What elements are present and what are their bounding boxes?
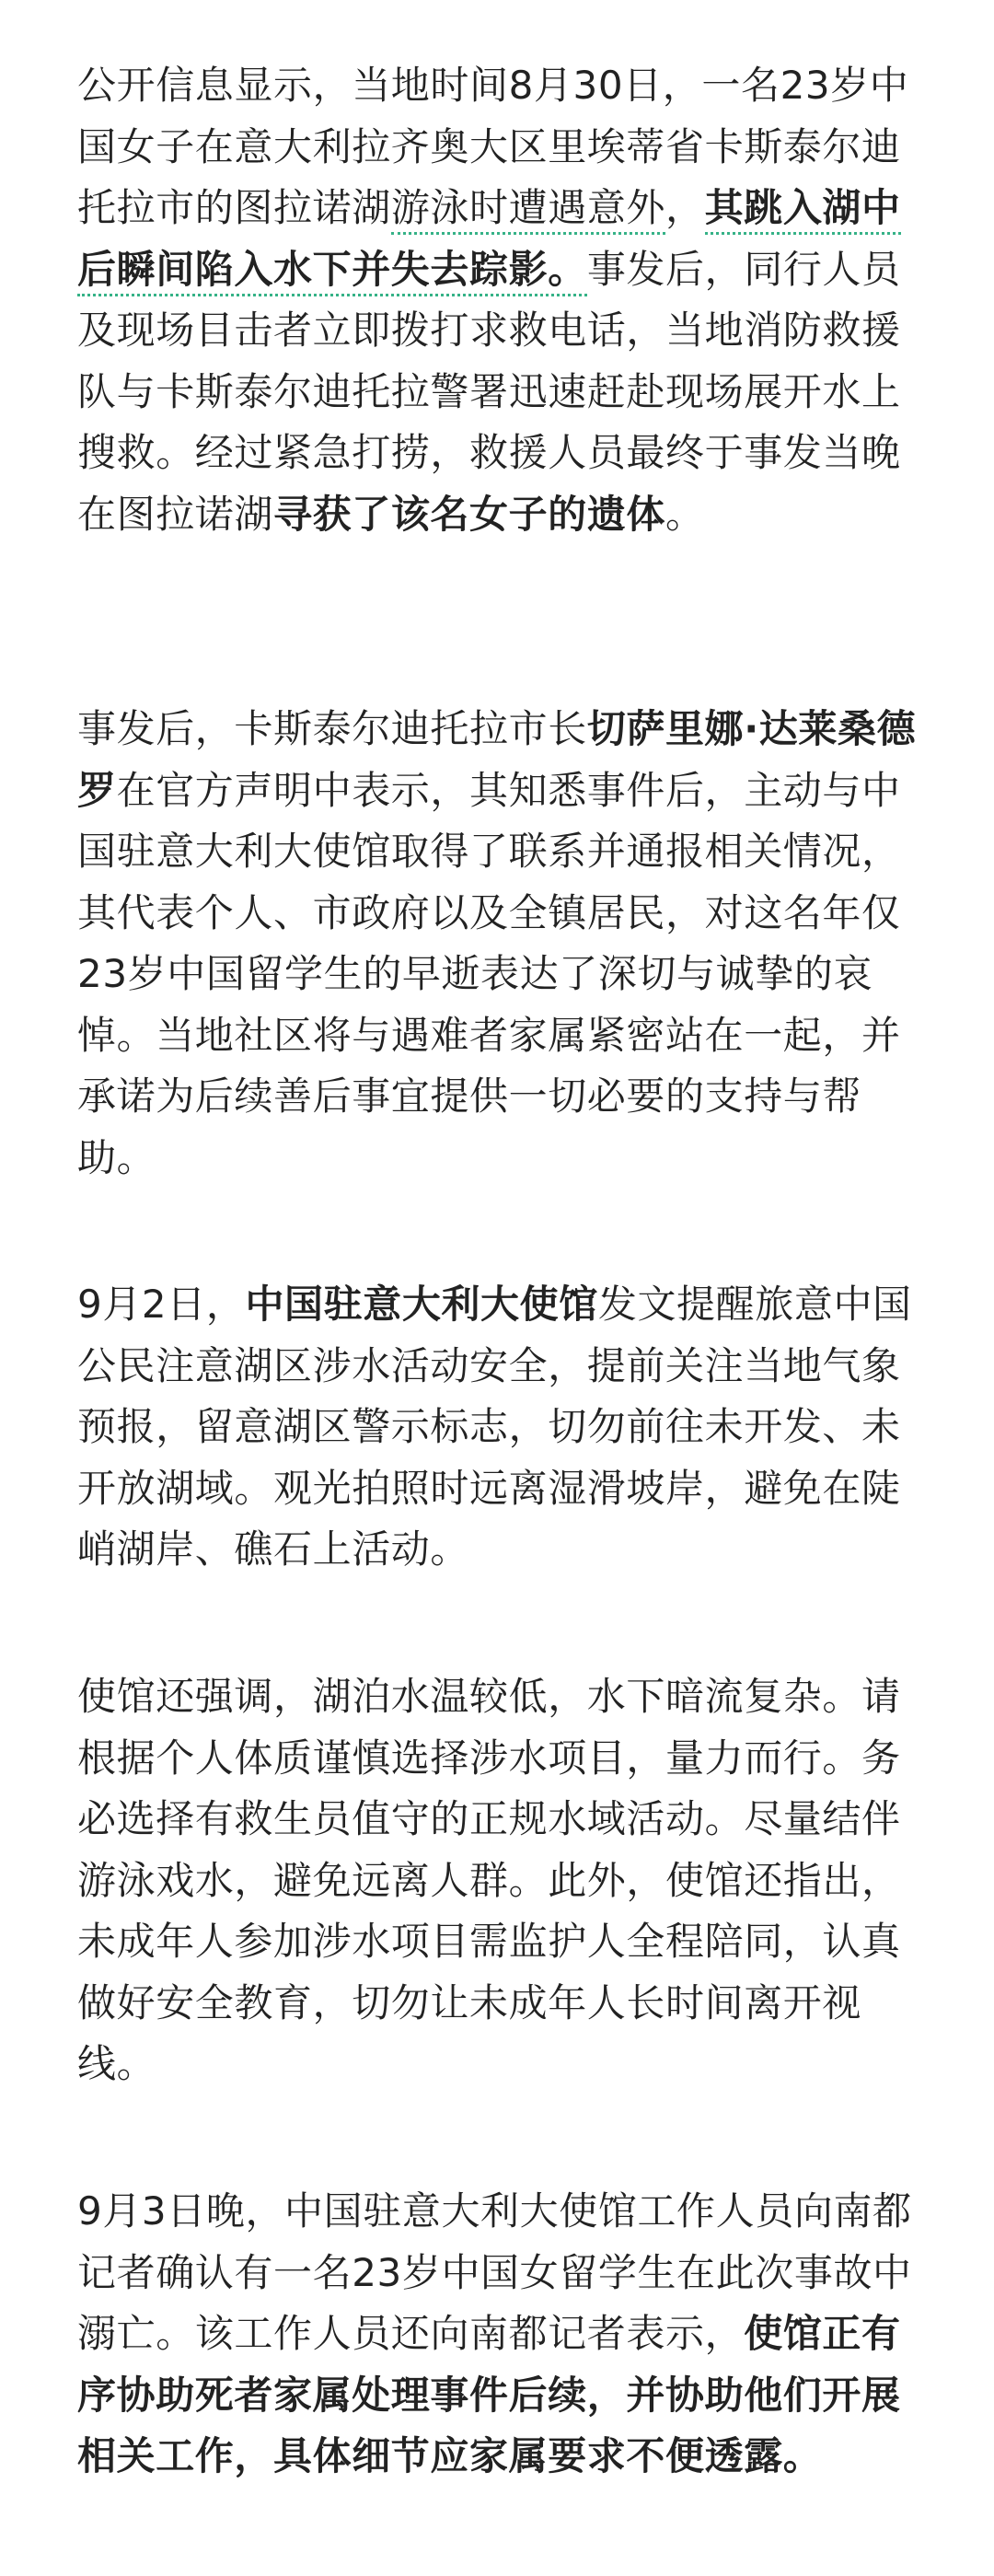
text-segment: 9月2日， [77,1282,246,1327]
text-segment: 。 [665,491,705,537]
paragraph-embassy-confirmation [77,2181,933,2488]
text-segment: 使馆还强调，湖泊水温较低，水下暗流复杂。请根据个人体质谨慎选择涉水项目，量力而行。务必选择有救生员值守的正规水域活动。尽量结伴游泳戏水，避免远离人群。此外，使馆还指出，未成年人参加涉水项目需监护人全程陪同，认真做好安全教育，切勿让未成年人长时间离开视线。 [77,1674,901,2086]
bold-phrase: 切萨里娜·达莱桑德罗 [77,706,917,813]
paragraph-embassy-emphasis [77,1666,933,2095]
paragraph-mayor-statement [77,699,933,1189]
bold-phrase: 寻获了该名女子的遗体 [273,491,666,537]
text-segment: 事发后，同行人员及现场目击者立即拨打求救电话，当地消防救援队与卡斯泰尔迪托拉警署迅速赶赴现场展开水上搜救。经过紧急打捞，救援人员最终于事发当晚在图拉诺湖 [77,246,901,537]
text-segment: 9月3日晚，中国驻意大利大使馆工作人员向南都记者确认有一名23岁中国女留学生在此次事故中溺亡。该工作人员还向南都记者表示， [77,2188,912,2356]
text-segment: 在官方声明中表示，其知悉事件后，主动与中国驻意大利大使馆取得了联系并通报相关情况，其代表个人、市政府以及全镇居民，对这名年仅23岁中国留学生的早逝表达了深切与诚挚的哀悼。当地社区将与遇难者家属紧密站在一起，并承诺为后续善后事宜提供一切必要的支持与帮助。 [77,767,901,1180]
text-segment: 事发后，卡斯泰尔迪托拉市长 [77,706,587,751]
bold-phrase: 中国驻意大利大使馆 [245,1282,598,1327]
paragraph-embassy-reminder [77,1274,933,1581]
paragraph-incident [77,55,933,545]
bold-phrase: 使馆正有序协助死者家属处理事件后续，并协助他们开展相关工作，具体细节应家属要求不便透露。 [77,2311,901,2478]
highlighted-phrase: 游泳时遭遇意外 [391,185,665,235]
text-segment: 公开信息显示，当地时间8月30日，一名23岁中国女子在意大利拉齐奥大区里埃蒂省卡斯泰尔迪托拉市的图拉诺湖 [77,63,909,230]
text-segment: 发文提醒旅意中国公民注意湖区涉水活动安全，提前关注当地气象预报，留意湖区警示标志，切勿前往未开发、未开放湖域。观光拍照时远离湿滑坡岸，避免在陡峭湖岸、礁石上活动。 [77,1282,912,1572]
text-segment: ， [665,185,705,230]
highlighted-bold-phrase: 其跳入湖中后瞬间陷入水下并失去踪影。 [77,185,901,296]
